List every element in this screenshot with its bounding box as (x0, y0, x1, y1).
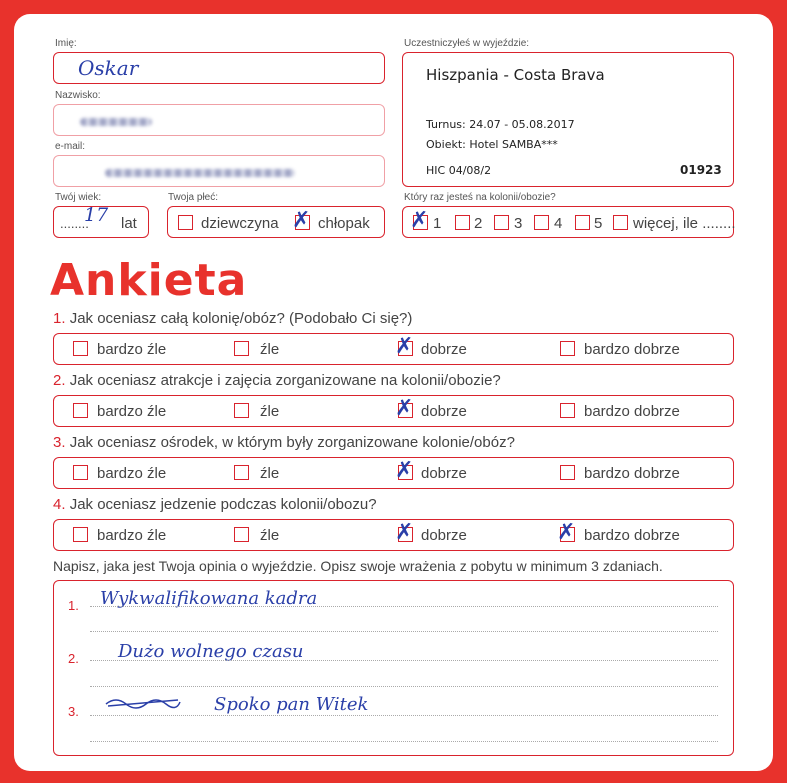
raz-5-checkbox[interactable] (575, 215, 590, 230)
scribble-icon (104, 692, 182, 712)
option-label: bardzo źle (97, 527, 167, 544)
option-label: bardzo źle (97, 403, 167, 420)
question-number: 3. (53, 434, 66, 451)
question-2 (53, 372, 501, 389)
raz-1-checkbox[interactable] (410, 208, 429, 233)
check-mark-icon: ✗ (395, 334, 414, 359)
label-email: e-mail: (55, 141, 86, 152)
check-mark-icon: ✗ (395, 396, 414, 421)
opinion-line-3: Spoko pan Witek (214, 694, 369, 715)
scribble-icon (104, 692, 182, 712)
raz-1-label: 1 (433, 215, 442, 232)
q4-dobrze-checkbox[interactable] (395, 520, 414, 545)
trip-number: 01923 (680, 163, 722, 177)
option-label: bardzo dobrze (584, 403, 680, 420)
label-nazwisko: Nazwisko: (55, 90, 101, 101)
opinion-line-number: 2. (68, 651, 79, 666)
option-label: bardzo dobrze (584, 465, 680, 482)
check-mark-icon: ✗ (395, 520, 414, 545)
check-mark-icon: ✗ (292, 208, 311, 233)
check-mark-icon: ✗ (557, 520, 576, 545)
question-number: 2. (53, 372, 66, 389)
q3-zle-checkbox[interactable] (234, 465, 249, 480)
question-text: Jak oceniasz ośrodek, w którym były zorganizowane kolonie/obóz? (69, 434, 515, 451)
wiek-dots: ........ (60, 216, 89, 231)
raz-4-label: 4 (554, 215, 563, 232)
dotted-line (90, 631, 718, 632)
option-label: bardzo dobrze (584, 527, 680, 544)
question-4 (53, 496, 377, 513)
dotted-line (90, 715, 718, 716)
q4-zle-checkbox[interactable] (234, 527, 249, 542)
label-uczestniczyles: Uczestniczyłeś w wyjeździe: (404, 38, 530, 49)
option-label: bardzo źle (97, 465, 167, 482)
label-ktory-raz: Który raz jesteś na kolonii/obozie? (404, 192, 556, 203)
option-label: dobrze (421, 341, 467, 358)
check-mark-icon: ✗ (395, 458, 414, 483)
q4-bardzo-zle-checkbox[interactable] (73, 527, 88, 542)
opinion-line-1: Wykwalifikowana kadra (100, 588, 318, 609)
option-label: dobrze (421, 527, 467, 544)
question-number: 4. (53, 496, 66, 513)
q2-bardzo-zle-checkbox[interactable] (73, 403, 88, 418)
chlopak-label: chłopak (318, 215, 370, 232)
opinion-line-number: 1. (68, 598, 79, 613)
trip-turnus: Turnus: 24.07 - 05.08.2017 (426, 118, 575, 131)
option-label: źle (260, 527, 280, 544)
raz-2-checkbox[interactable] (455, 215, 470, 230)
question-3 (53, 434, 515, 451)
raz-4-checkbox[interactable] (534, 215, 549, 230)
question-1 (53, 310, 412, 327)
dotted-line (90, 741, 718, 742)
option-label: bardzo źle (97, 341, 167, 358)
wiecej-label: więcej, ile ........ (633, 215, 736, 232)
wiek-value: 17 (84, 204, 109, 226)
dziewczyna-label: dziewczyna (201, 215, 279, 232)
opinion-prompt: Napisz, jaka jest Twoja opinia o wyjeździe. Opisz swoje wrażenia z pobytu w minimum 3 zdaniach. (53, 558, 663, 574)
q2-bardzo-dobrze-checkbox[interactable] (560, 403, 575, 418)
option-label: bardzo dobrze (584, 341, 680, 358)
trip-code: HIC 04/08/2 (426, 164, 492, 177)
opinion-line-number: 3. (68, 704, 79, 719)
q3-bardzo-dobrze-checkbox[interactable] (560, 465, 575, 480)
option-label: źle (260, 465, 280, 482)
trip-obiekt: Obiekt: Hotel SAMBA*** (426, 138, 558, 151)
q1-bardzo-zle-checkbox[interactable] (73, 341, 88, 356)
raz-3-checkbox[interactable] (494, 215, 509, 230)
opinion-line-2: Dużo wolnego czasu (118, 641, 304, 662)
option-label: źle (260, 341, 280, 358)
q2-dobrze-checkbox[interactable] (395, 396, 414, 421)
q3-dobrze-checkbox[interactable] (395, 458, 414, 483)
survey-title: Ankieta (50, 255, 248, 306)
raz-3-label: 3 (514, 215, 523, 232)
q1-zle-checkbox[interactable] (234, 341, 249, 356)
wiecej-checkbox[interactable] (613, 215, 628, 230)
q2-zle-checkbox[interactable] (234, 403, 249, 418)
question-text: Jak oceniasz jedzenie podczas kolonii/obozu? (69, 496, 377, 513)
q1-dobrze-checkbox[interactable] (395, 334, 414, 359)
dotted-line (90, 606, 718, 607)
trip-name: Hiszpania - Costa Brava (426, 66, 605, 84)
question-text: Jak oceniasz całą kolonię/obóz? (Podobało Ci się?) (69, 310, 413, 327)
check-mark-icon: ✗ (410, 208, 429, 233)
question-text: Jak oceniasz atrakcje i zajęcia zorganizowane na kolonii/obozie? (69, 372, 501, 389)
label-wiek: Twój wiek: (55, 192, 102, 203)
dotted-line (90, 686, 718, 687)
q3-bardzo-zle-checkbox[interactable] (73, 465, 88, 480)
option-label: dobrze (421, 465, 467, 482)
q1-bardzo-dobrze-checkbox[interactable] (560, 341, 575, 356)
lat-label: lat (121, 215, 137, 232)
raz-5-label: 5 (594, 215, 603, 232)
option-label: źle (260, 403, 280, 420)
chlopak-checkbox[interactable] (292, 208, 311, 233)
dotted-line (90, 660, 718, 661)
imie-value: Oskar (78, 56, 139, 80)
raz-2-label: 2 (474, 215, 483, 232)
email-redacted (105, 169, 295, 177)
label-plec: Twoja płeć: (168, 192, 219, 203)
option-label: dobrze (421, 403, 467, 420)
label-imie: Imię: (55, 38, 77, 49)
question-number: 1. (53, 310, 66, 327)
dziewczyna-checkbox[interactable] (178, 215, 193, 230)
q4-bardzo-dobrze-checkbox[interactable] (557, 520, 576, 545)
nazwisko-redacted (80, 118, 152, 126)
